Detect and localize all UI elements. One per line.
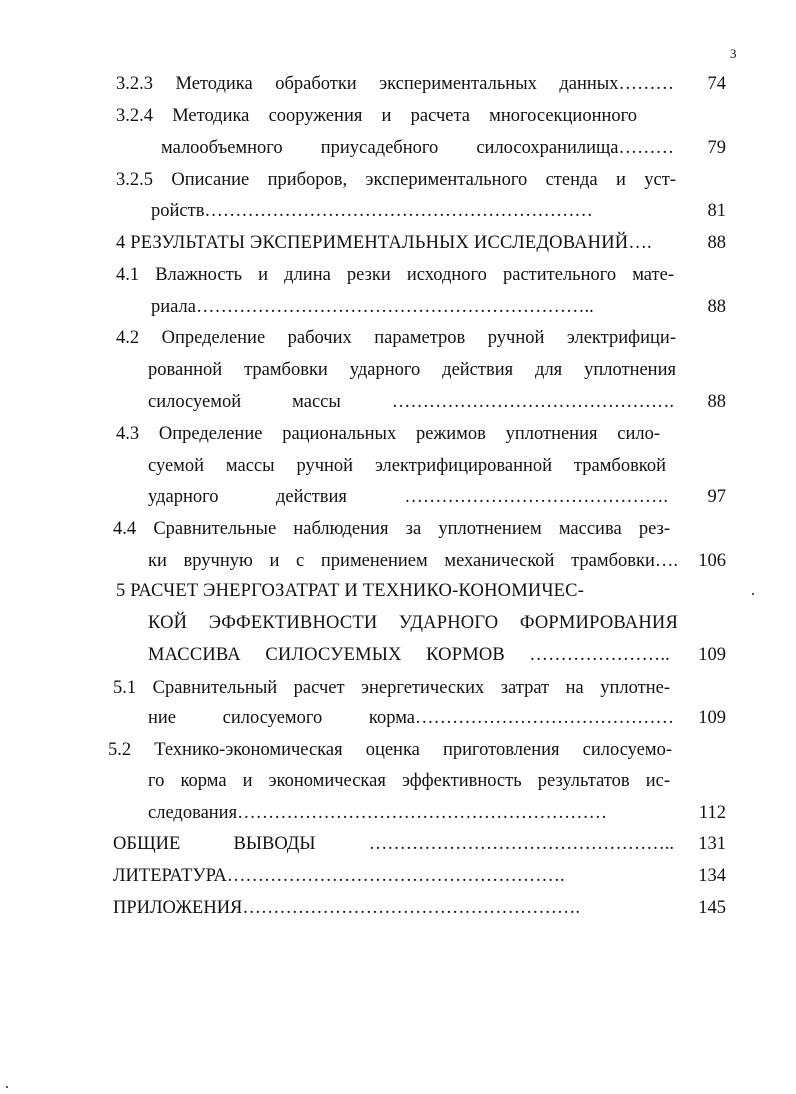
toc-entry-line: 3.2.5 Описание приборов, экспериментального стенда и уст- bbox=[116, 170, 676, 190]
toc-page-number: 112 bbox=[698, 803, 726, 823]
toc-entry-line: 5 РАСЧЕТ ЭНЕРГОЗАТРАТ И ТЕХНИКО-КОНОМИЧЕС- bbox=[116, 581, 585, 601]
toc-entry-line: ЛИТЕРАТУРА………………………………………………. bbox=[113, 866, 565, 886]
toc-entry-line: ПРИЛОЖЕНИЯ………………………………………………. bbox=[113, 898, 581, 918]
toc-page-number: 109 bbox=[698, 645, 726, 665]
scan-speck bbox=[752, 593, 754, 595]
toc-entry-line: ки вручную и с применением механической трамбовки…. bbox=[148, 551, 678, 571]
toc-page-number: 74 bbox=[707, 74, 726, 94]
toc-entry-line: 4.4 Сравнительные наблюдения за уплотнением массива рез- bbox=[113, 519, 670, 539]
toc-page-number: 88 bbox=[707, 392, 726, 412]
toc-entry-line: ние силосуемого корма…………………………………… bbox=[148, 708, 674, 728]
toc-entry-line: силосуемой массы ………………………………………. bbox=[148, 392, 674, 412]
toc-entry-line: 5.2 Технико-экономическая оценка приготовления силосуемо- bbox=[108, 740, 672, 760]
toc-entry-line: следования…………………………………………………… bbox=[148, 803, 608, 823]
toc-entry-line: 4.1 Влажность и длина резки исходного растительного мате- bbox=[116, 265, 674, 285]
toc-page-number: 134 bbox=[698, 866, 726, 886]
toc-entry-line: 4.3 Определение рациональных режимов уплотнения сило- bbox=[116, 424, 660, 444]
toc-entry-line: го корма и экономическая эффективность результатов ис- bbox=[148, 771, 670, 791]
toc-page-number: 131 bbox=[698, 834, 726, 854]
toc-entry-line: ударного действия ……………………………………. bbox=[148, 487, 668, 507]
toc-page-number: 88 bbox=[707, 233, 726, 253]
toc-page-number: 81 bbox=[707, 201, 726, 221]
toc-entry-line: МАССИВА СИЛОСУЕМЫХ КОРМОВ ………………….. bbox=[148, 645, 670, 665]
toc-page-number: 97 bbox=[707, 487, 726, 507]
toc-page-number: 145 bbox=[698, 898, 726, 918]
toc-entry-line: ОБЩИЕ ВЫВОДЫ ………………………………………….. bbox=[113, 834, 674, 854]
toc-entry-line: 5.1 Сравнительный расчет энергетических затрат на уплотне- bbox=[113, 678, 670, 698]
toc-entry-line: малообъемного приусадебного силосохранилища……… bbox=[161, 138, 674, 158]
toc-entry-line: 3.2.3 Методика обработки экспериментальных данных……… bbox=[116, 74, 674, 94]
toc-entry-line: 4.2 Определение рабочих параметров ручной электрифици- bbox=[116, 328, 676, 348]
toc-page-number: 106 bbox=[698, 551, 726, 571]
toc-page-number: 79 bbox=[707, 138, 726, 158]
toc-page-number: 88 bbox=[707, 297, 726, 317]
toc-entry-line: риала……………………………………………………….. bbox=[151, 297, 594, 317]
page-number: 3 bbox=[730, 46, 737, 61]
toc-page-number: 109 bbox=[698, 708, 726, 728]
toc-entry-line: 3.2.4 Методика сооружения и расчета многосекционного bbox=[116, 106, 637, 126]
toc-entry-line: ройств……………………………………………………… bbox=[151, 201, 593, 221]
toc-entry-line: суемой массы ручной электрифицированной трамбовкой bbox=[148, 456, 666, 476]
toc-entry-line: рованной трамбовки ударного действия для уплотнения bbox=[148, 360, 676, 380]
toc-entry-line: 4 РЕЗУЛЬТАТЫ ЭКСПЕРИМЕНТАЛЬНЫХ ИССЛЕДОВАНИЙ…. bbox=[116, 233, 652, 253]
scan-speck bbox=[6, 1086, 8, 1088]
toc-entry-line: КОЙ ЭФФЕКТИВНОСТИ УДАРНОГО ФОРМИРОВАНИЯ bbox=[148, 613, 678, 633]
